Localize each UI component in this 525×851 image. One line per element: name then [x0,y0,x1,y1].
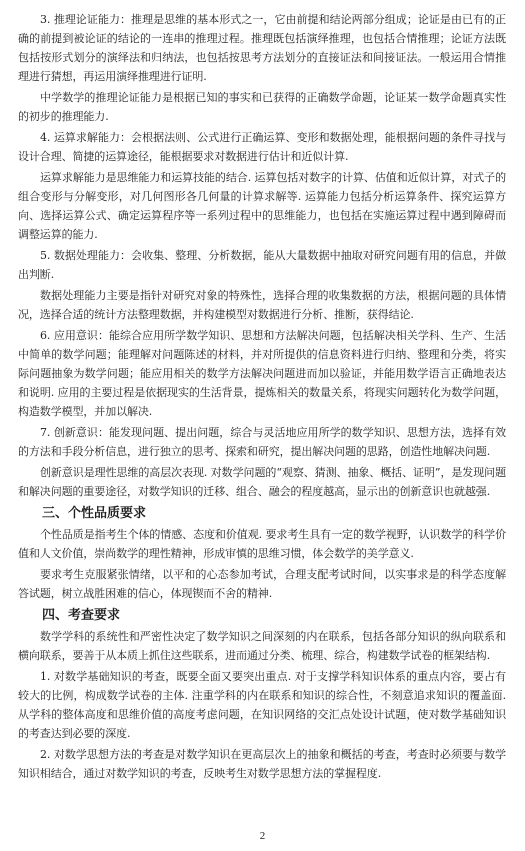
section-heading-personality: 三、个性品质要求 [42,506,147,521]
paragraph-computation-ability: 4. 运算求解能力：会根据法则、公式进行正确运算、变形和数据处理，能根据问题的条件寻找与设计合理、简捷的运算途径，能根据要求对数据进行估计和近似计算. [18,131,506,163]
paragraph-reasoning-ability: 3. 推理论证能力：推理是思维的基本形式之一，它由前提和结论两部分组成；论证是由已有的正确的前提到被论证的结论的一连串的推理过程。推理既包括演绎推理，也包括合情推理；论证方法既包括按形式划分的演绎法和归纳法，也包括按思考方法划分的直接证法和间接证法。一般运用合情推理进行猜想，再运用演绎推理进行证明. [18,13,506,83]
paragraph-personality-requirements: 要求考生克服紧张情绪，以平和的心态参加考试，合理支配考试时间，以实事求是的科学态度解答试题，树立战胜困难的信心，体现锲而不舍的精神. [18,568,506,600]
paragraph-data-processing-ability: 5. 数据处理能力：会收集、整理、分析数据，能从大量数据中抽取对研究问题有用的信息，并做出判断. [18,249,506,281]
paragraph-assessment-basic-knowledge: 1. 对数学基础知识的考查，既要全面又要突出重点. 对于支撑学科知识体系的重点内容，要占有较大的比例，构成数学试卷的主体. 注重学科的内在联系和知识的综合性，不刻意追求知识的覆盖面. 从学科的整体高度和思维价值的高度考虑问题，在知识网络的交汇点处设计试题，使对数学基础知识的考查达到必要的深度. [18,670,506,740]
paragraph-reasoning-explanation: 中学数学的推理论证能力是根据已知的事实和已获得的正确数学命题，论证某一数学命题真实性的初步的推理能力. [18,91,506,123]
paragraph-computation-explanation: 运算求解能力是思维能力和运算技能的结合. 运算包括对数字的计算、估值和近似计算，对式子的组合变形与分解变形，对几何图形各几何量的计算求解等. 运算能力包括分析运算条件、探究运算方向、选择运算公式、确定运算程序等一系列过程中的思维能力，也包括在实施运算过程中遇到障碍而调整运算的能力. [18,171,506,241]
paragraph-personality-definition: 个性品质是指考生个体的情感、态度和价值观. 要求考生具有一定的数学视野，认识数学的科学价值和人文价值，崇尚数学的理性精神，形成审慎的思维习惯，体会数学的美学意义. [18,528,506,560]
paragraph-innovation-awareness: 7. 创新意识：能发现问题、提出问题，综合与灵活地应用所学的数学知识、思想方法，选择有效的方法和手段分析信息，进行独立的思考、探索和研究，提出解决问题的思路，创造性地解决问题. [18,426,506,458]
paragraph-application-awareness: 6. 应用意识：能综合应用所学数学知识、思想和方法解决问题，包括解决相关学科、生产、生活中简单的数学问题；能理解对问题陈述的材料，并对所提供的信息资料进行归纳、整理和分类，将实际问题抽象为数学问题；能应用相关的数学方法解决问题进而加以验证，并能用数学语言正确地表达和说明. 应用的主要过程是依据现实的生活背景，提炼相关的数量关系，将现实问题转化为数学问题，构造数学模型，并加以解决. [18,329,506,418]
page-content [18,10,506,785]
paragraph-data-processing-explanation: 数据处理能力主要是指针对研究对象的特殊性，选择合理的收集数据的方法，根据问题的具体情况，选择合适的统计方法整理数据，并构建模型对数据进行分析、推断，获得结论. [18,289,506,321]
section-heading-assessment: 四、考查要求 [42,608,121,623]
paragraph-assessment-intro: 数学学科的系统性和严密性决定了数学知识之间深刻的内在联系，包括各部分知识的纵向联系和横向联系，要善于从本质上抓住这些联系，进而通过分类、梳理、综合，构建数学试卷的框架结构. [18,630,506,662]
paragraph-assessment-thinking-methods: 2. 对数学思想方法的考查是对数学知识在更高层次上的抽象和概括的考查，考查时必须要与数学知识相结合，通过对数学知识的考查，反映考生对数学思想方法的掌握程度. [18,748,506,780]
paragraph-innovation-explanation: 创新意识是理性思维的高层次表现. 对数学问题的“观察、猜测、抽象、概括、证明”，是发现问题和解决问题的重要途径，对数学知识的迁移、组合、融会的程度越高，显示出的创新意识也就越强. [18,466,506,498]
page-number: 2 [259,830,266,842]
